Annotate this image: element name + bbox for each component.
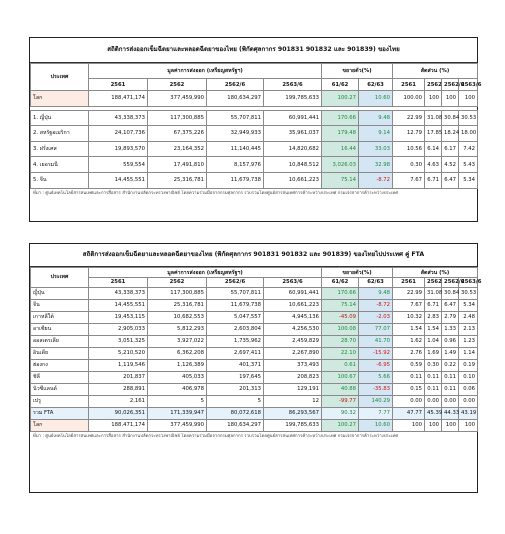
share-cell: 100 — [425, 419, 442, 431]
value-cell: 11,679,738 — [207, 299, 264, 311]
table-row — [31, 172, 478, 188]
growth-cell: 10.60 — [359, 419, 393, 431]
value-cell: 4,945,136 — [264, 311, 322, 323]
value-cell: 377,459,990 — [148, 91, 207, 107]
value-cell: 2,603,804 — [207, 323, 264, 335]
country-cell: 5. จีน — [31, 172, 89, 188]
country-cell: อินเดีย — [31, 347, 89, 359]
share-cell: 6.71 — [425, 299, 442, 311]
value-cell: 25,316,781 — [148, 299, 207, 311]
country-cell: 1. ญี่ปุ่น — [31, 110, 89, 126]
table-row — [31, 299, 478, 311]
growth-year-header: 61/62 — [322, 79, 359, 91]
growth-cell: 90.32 — [322, 407, 359, 419]
share-cell: 22.99 — [393, 287, 425, 299]
share-year-header: 2562 — [425, 79, 442, 91]
year-header: 2563/6 — [264, 79, 322, 91]
share-cell: 0.00 — [459, 395, 478, 407]
country-cell: รวม FTA — [31, 407, 89, 419]
export-stats-table — [30, 63, 482, 189]
value-cell: 199,785,633 — [264, 91, 322, 107]
value-cell: 129,191 — [264, 383, 322, 395]
year-header: 2563/6 — [264, 278, 322, 288]
share-cell: 18.24 — [442, 126, 459, 142]
share-cell: 2.13 — [459, 323, 478, 335]
country-cell: ชิลี — [31, 371, 89, 383]
value-cell: 5,047,557 — [207, 311, 264, 323]
value-cell: 2,697,411 — [207, 347, 264, 359]
share-cell: 7.67 — [393, 172, 425, 188]
value-cell: 25,316,781 — [148, 172, 207, 188]
value-cell: 5,812,293 — [148, 323, 207, 335]
country-cell: โลก — [31, 91, 89, 107]
share-cell: 5.34 — [459, 172, 478, 188]
share-cell: 22.99 — [393, 110, 425, 126]
share-cell: 6.17 — [442, 141, 459, 157]
share-cell: 1.33 — [442, 323, 459, 335]
share-cell: 1.54 — [425, 323, 442, 335]
share-year-header: 2563/6 — [459, 278, 478, 288]
share-cell: 100 — [425, 91, 442, 107]
value-cell: 17,491,810 — [148, 157, 207, 173]
share-cell: 0.00 — [442, 395, 459, 407]
value-cell: 171,339,947 — [148, 407, 207, 419]
value-cell: 2,459,829 — [264, 335, 322, 347]
share-cell: 0.11 — [425, 383, 442, 395]
value-cell: 2,905,033 — [89, 323, 148, 335]
growth-cell: 33.03 — [359, 141, 393, 157]
year-header: 2562/6 — [207, 278, 264, 288]
share-year-header: 2562 — [425, 278, 442, 288]
value-cell: 406,978 — [148, 383, 207, 395]
share-cell: 1.14 — [459, 347, 478, 359]
value-cell: 19,893,570 — [89, 141, 148, 157]
table-row — [31, 126, 478, 142]
share-year-header: 2563/6 — [459, 79, 478, 91]
share-cell: 1.69 — [425, 347, 442, 359]
share-cell: 2.83 — [425, 311, 442, 323]
growth-cell: 140.29 — [359, 395, 393, 407]
table-title: สถิติการส่งออกเข็มฉีดยาและหลอดฉีดยาของไทย (พิกัดศุลกากร 901831 901832 และ 901839) ของไทยไปประเทศ คู่ FTA — [30, 244, 477, 267]
table-row — [31, 141, 478, 157]
value-cell: 24,107,736 — [89, 126, 148, 142]
share-cell: 6.47 — [442, 172, 459, 188]
share-cell: 0.11 — [425, 371, 442, 383]
column-header-growth: ขยายตัว(%) — [322, 64, 393, 79]
growth-cell: 3,026.03 — [322, 157, 359, 173]
share-cell: 12.79 — [393, 126, 425, 142]
share-cell: 45.39 — [425, 407, 442, 419]
value-cell: 1,126,389 — [148, 359, 207, 371]
value-cell: 14,820,682 — [264, 141, 322, 157]
share-cell: 0.06 — [459, 383, 478, 395]
value-cell: 14,455,551 — [89, 172, 148, 188]
header-row — [31, 64, 478, 79]
value-cell: 1,735,962 — [207, 335, 264, 347]
value-cell: 32,949,933 — [207, 126, 264, 142]
value-cell: 60,991,441 — [264, 287, 322, 299]
share-year-header: 2562/6 — [442, 79, 459, 91]
share-cell: 7.42 — [459, 141, 478, 157]
value-cell: 12 — [264, 395, 322, 407]
value-cell: 10,661,223 — [264, 172, 322, 188]
share-cell: 2.48 — [459, 311, 478, 323]
growth-cell: 32.98 — [359, 157, 393, 173]
growth-cell: 28.70 — [322, 335, 359, 347]
growth-cell: -99.77 — [322, 395, 359, 407]
growth-cell: 16.44 — [322, 141, 359, 157]
country-cell: เกาหลีใต้ — [31, 311, 89, 323]
value-cell: 180,634,297 — [207, 91, 264, 107]
country-cell: ออสเตรเลีย — [31, 335, 89, 347]
share-cell: 18.00 — [459, 126, 478, 142]
table-row — [31, 395, 478, 407]
growth-cell: 40.88 — [322, 383, 359, 395]
year-header: 2562/6 — [207, 79, 264, 91]
share-cell: 6.14 — [425, 141, 442, 157]
table-row — [31, 335, 478, 347]
country-cell: เปรู — [31, 395, 89, 407]
source-note: ที่มา : ศูนย์เทคโนโลยีสารสนเทศและการสื่อสาร สำนักงานปลัดกระทรวงพาณิชย์ โดยความร่วมมือจากกรมศุลกากร รวบรวมโดยศูนย์สารสนเทศการค้าระหว่างประเทศ กรมเจรจาการค้าระหว่างประเทศ — [33, 433, 399, 439]
column-header-growth: ขยายตัว(%) — [322, 268, 393, 278]
share-cell: 100 — [442, 419, 459, 431]
growth-cell: -35.83 — [359, 383, 393, 395]
value-cell: 10,682,553 — [148, 311, 207, 323]
share-cell: 2.76 — [393, 347, 425, 359]
column-header-country: ประเทศ — [31, 64, 89, 91]
growth-cell: 0.61 — [322, 359, 359, 371]
share-cell: 30.84 — [442, 287, 459, 299]
country-cell: นิวซีแลนด์ — [31, 383, 89, 395]
country-cell: โลก — [31, 419, 89, 431]
share-cell: 43.19 — [459, 407, 478, 419]
table-row — [31, 287, 478, 299]
value-cell: 3,051,325 — [89, 335, 148, 347]
growth-cell: -45.09 — [322, 311, 359, 323]
share-cell: 47.77 — [393, 407, 425, 419]
growth-cell: 22.10 — [322, 347, 359, 359]
growth-cell: 9.48 — [359, 110, 393, 126]
value-cell: 19,453,115 — [89, 311, 148, 323]
year-header: 2562 — [148, 79, 207, 91]
table-row — [31, 359, 478, 371]
value-cell: 401,371 — [207, 359, 264, 371]
fta-export-stats-table — [30, 267, 482, 432]
growth-cell: 9.14 — [359, 126, 393, 142]
growth-cell: 75.14 — [322, 299, 359, 311]
share-cell: 6.47 — [442, 299, 459, 311]
value-cell: 67,375,226 — [148, 126, 207, 142]
share-cell: 31.08 — [425, 110, 442, 126]
growth-year-header: 61/62 — [322, 278, 359, 288]
value-cell: 4,256,530 — [264, 323, 322, 335]
table-row — [31, 347, 478, 359]
growth-cell: 10.60 — [359, 91, 393, 107]
value-cell: 201,837 — [89, 371, 148, 383]
share-cell: 2.79 — [442, 311, 459, 323]
value-cell: 23,164,352 — [148, 141, 207, 157]
value-cell: 2,267,890 — [264, 347, 322, 359]
table-row — [31, 407, 478, 419]
growth-year-header: 62/63 — [359, 79, 393, 91]
value-cell: 43,338,373 — [89, 110, 148, 126]
source-note: ที่มา : ศูนย์เทคโนโลยีสารสนเทศและการสื่อสาร สำนักงานปลัดกระทรวงพาณิชย์ โดยความร่วมมือจากกรมศุลกากร รวบรวมโดยศูนย์สารสนเทศการค้าระหว่างประเทศ กรมเจรจาการค้าระหว่างประเทศ — [33, 190, 399, 196]
growth-cell: 9.48 — [359, 287, 393, 299]
share-cell: 10.32 — [393, 311, 425, 323]
column-header-value: มูลค่าการส่งออก (เหรียญสหรัฐฯ) — [89, 64, 322, 79]
value-cell: 288,891 — [89, 383, 148, 395]
column-header-share: สัดส่วน (%) — [393, 268, 478, 278]
value-cell: 197,645 — [207, 371, 264, 383]
growth-cell: 170.66 — [322, 287, 359, 299]
value-cell: 188,471,174 — [89, 91, 148, 107]
year-header: 2561 — [89, 278, 148, 288]
share-cell: 100.00 — [393, 91, 425, 107]
share-cell: 0.96 — [442, 335, 459, 347]
share-cell: 0.11 — [442, 371, 459, 383]
growth-cell: 5.66 — [359, 371, 393, 383]
table-row — [31, 419, 478, 431]
table-row — [31, 371, 478, 383]
growth-cell: 179.48 — [322, 126, 359, 142]
export-table-panel-fta — [29, 243, 482, 493]
growth-cell: -2.03 — [359, 311, 393, 323]
share-cell: 0.30 — [425, 359, 442, 371]
share-cell: 100 — [442, 91, 459, 107]
table-row — [31, 157, 478, 173]
country-cell: ฮ่องกง — [31, 359, 89, 371]
value-cell: 3,927,022 — [148, 335, 207, 347]
value-cell: 55,707,811 — [207, 287, 264, 299]
value-cell: 60,991,441 — [264, 110, 322, 126]
value-cell: 14,455,551 — [89, 299, 148, 311]
table-row — [31, 110, 478, 126]
year-header: 2562 — [148, 278, 207, 288]
value-cell: 117,300,885 — [148, 110, 207, 126]
share-cell: 5.43 — [459, 157, 478, 173]
value-cell: 188,471,174 — [89, 419, 148, 431]
header-row — [31, 79, 478, 91]
share-cell: 1.49 — [442, 347, 459, 359]
value-cell: 5 — [207, 395, 264, 407]
year-header: 2561 — [89, 79, 148, 91]
share-cell: 1.23 — [459, 335, 478, 347]
table-row — [31, 91, 478, 107]
value-cell: 10,661,223 — [264, 299, 322, 311]
share-cell: 100 — [459, 91, 478, 107]
share-cell: 4.63 — [425, 157, 442, 173]
growth-cell: 170.66 — [322, 110, 359, 126]
share-cell: 0.11 — [442, 383, 459, 395]
value-cell: 208,823 — [264, 371, 322, 383]
growth-cell: 77.07 — [359, 323, 393, 335]
value-cell: 1,119,546 — [89, 359, 148, 371]
value-cell: 6,362,208 — [148, 347, 207, 359]
share-cell: 1.54 — [393, 323, 425, 335]
growth-cell: 100.27 — [322, 419, 359, 431]
value-cell: 86,293,567 — [264, 407, 322, 419]
share-cell: 30.84 — [442, 110, 459, 126]
header-row — [31, 278, 478, 288]
header-row — [31, 268, 478, 278]
growth-cell: 41.70 — [359, 335, 393, 347]
share-cell: 30.53 — [459, 110, 478, 126]
value-cell: 405,033 — [148, 371, 207, 383]
country-cell: 4. เยอรมนี — [31, 157, 89, 173]
growth-cell: 75.14 — [322, 172, 359, 188]
share-cell: 100 — [393, 419, 425, 431]
column-header-share: สัดส่วน (%) — [393, 64, 478, 79]
table-row — [31, 383, 478, 395]
value-cell: 80,072,618 — [207, 407, 264, 419]
value-cell: 5,210,520 — [89, 347, 148, 359]
growth-cell: 100.67 — [322, 371, 359, 383]
share-cell: 0.10 — [459, 371, 478, 383]
value-cell: 10,848,512 — [264, 157, 322, 173]
share-cell: 0.00 — [393, 395, 425, 407]
value-cell: 35,961,037 — [264, 126, 322, 142]
country-cell: อาเซียน — [31, 323, 89, 335]
value-cell: 43,338,373 — [89, 287, 148, 299]
value-cell: 2,161 — [89, 395, 148, 407]
growth-cell: -6.95 — [359, 359, 393, 371]
column-header-country: ประเทศ — [31, 268, 89, 288]
growth-cell: -8.72 — [359, 299, 393, 311]
share-cell: 6.71 — [425, 172, 442, 188]
column-header-value: มูลค่าการส่งออก (เหรียญสหรัฐฯ) — [89, 268, 322, 278]
country-cell: ญี่ปุ่น — [31, 287, 89, 299]
share-year-header: 2562/6 — [442, 278, 459, 288]
share-cell: 4.52 — [442, 157, 459, 173]
share-cell: 0.15 — [393, 383, 425, 395]
table-row — [31, 323, 478, 335]
growth-cell: -15.92 — [359, 347, 393, 359]
table-row — [31, 311, 478, 323]
growth-cell: -8.72 — [359, 172, 393, 188]
share-cell: 10.56 — [393, 141, 425, 157]
share-year-header: 2561 — [393, 79, 425, 91]
value-cell: 8,157,976 — [207, 157, 264, 173]
share-cell: 0.00 — [425, 395, 442, 407]
share-cell: 0.59 — [393, 359, 425, 371]
value-cell: 5 — [148, 395, 207, 407]
share-cell: 0.30 — [393, 157, 425, 173]
value-cell: 117,300,885 — [148, 287, 207, 299]
share-cell: 0.22 — [442, 359, 459, 371]
value-cell: 11,679,738 — [207, 172, 264, 188]
country-cell: 2. สหรัฐอเมริกา — [31, 126, 89, 142]
value-cell: 55,707,811 — [207, 110, 264, 126]
value-cell: 559,554 — [89, 157, 148, 173]
value-cell: 180,634,297 — [207, 419, 264, 431]
table-title: สถิติการส่งออกเข็มฉีดยาและหลอดฉีดยาของไทย (พิกัดศุลกากร 901831 901832 และ 901839) ของไทย — [30, 38, 477, 63]
value-cell: 373,493 — [264, 359, 322, 371]
growth-cell: 7.77 — [359, 407, 393, 419]
value-cell: 11,140,445 — [207, 141, 264, 157]
growth-cell: 100.27 — [322, 91, 359, 107]
share-cell: 44.33 — [442, 407, 459, 419]
share-cell: 0.11 — [393, 371, 425, 383]
share-cell: 100 — [459, 419, 478, 431]
share-cell: 31.08 — [425, 287, 442, 299]
share-cell: 17.85 — [425, 126, 442, 142]
country-cell: จีน — [31, 299, 89, 311]
share-cell: 5.34 — [459, 299, 478, 311]
share-cell: 7.67 — [393, 299, 425, 311]
share-cell: 1.62 — [393, 335, 425, 347]
share-cell: 1.04 — [425, 335, 442, 347]
growth-cell: 100.08 — [322, 323, 359, 335]
value-cell: 90,026,351 — [89, 407, 148, 419]
share-cell: 30.53 — [459, 287, 478, 299]
share-cell: 0.19 — [459, 359, 478, 371]
share-year-header: 2561 — [393, 278, 425, 288]
country-cell: 3. ฝรั่งเศส — [31, 141, 89, 157]
value-cell: 201,313 — [207, 383, 264, 395]
value-cell: 377,459,990 — [148, 419, 207, 431]
value-cell: 199,785,633 — [264, 419, 322, 431]
export-table-panel-top — [29, 37, 482, 222]
growth-year-header: 62/63 — [359, 278, 393, 288]
